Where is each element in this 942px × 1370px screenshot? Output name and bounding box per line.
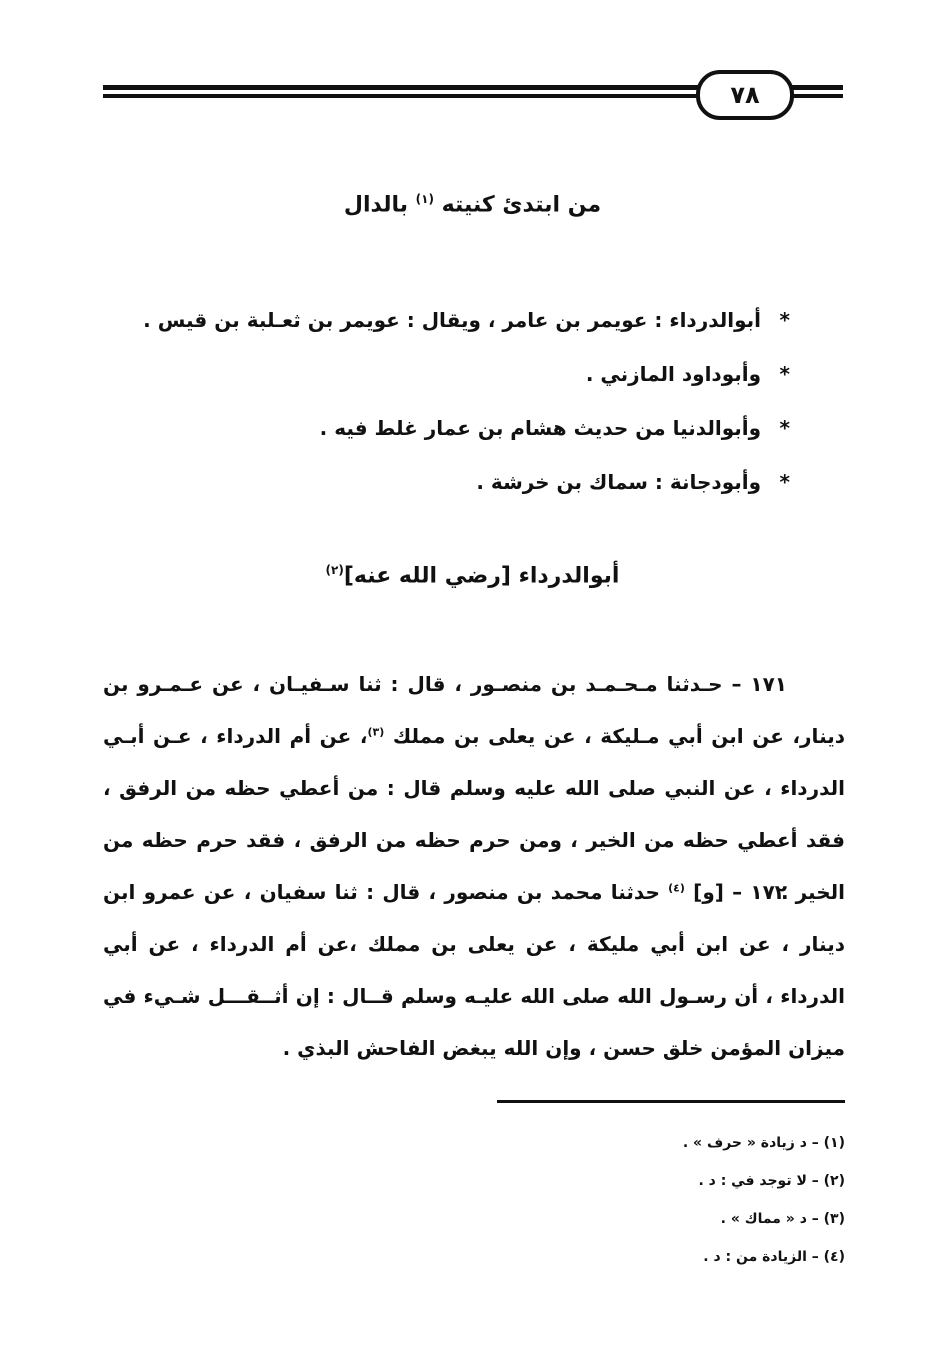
footnote-item [500, 1242, 845, 1280]
list-item-text: وأبودجانة : سماك بن خرشة . [476, 470, 762, 494]
bullet-star-icon: * [779, 470, 790, 494]
footnote-separator [497, 1100, 845, 1103]
footnote-ref-3: (٣) [367, 725, 385, 739]
subheading-text: أبوالدرداء [رضي الله عنه] [343, 563, 620, 589]
footnote-ref-2: (٢) [325, 563, 344, 577]
footnote-number: (٤) [823, 1249, 845, 1265]
section-heading [100, 192, 845, 217]
footnote-text: – لا توجد في : د . [698, 1173, 819, 1189]
hadith-172 [103, 866, 845, 1074]
footnote-text: – الزيادة من : د . [703, 1249, 819, 1265]
section-heading-suffix: بالدال [343, 192, 408, 218]
list-item-text: وأبوداود المازني . [585, 362, 762, 386]
footnote-text: – د « مماك » . [720, 1211, 819, 1227]
list-item-text: وأبوالدنيا من حديث هشام بن عمار غلط فيه . [319, 416, 762, 440]
hadith-172-text-a: ١٧٢ – [و] [693, 880, 788, 904]
footnote-ref-1: (١) [415, 192, 434, 206]
footnote-number: (٢) [823, 1173, 845, 1189]
footnote-item [500, 1166, 845, 1204]
footnote-item [500, 1128, 845, 1166]
footnote-ref-4: (٤) [668, 881, 685, 895]
hadith-172-text-b: حدثنا محمد بن منصور ، قال : ثنا سفيان ، عن عمرو ابن دينار ، عن ابن أبي مليكة ، عن يعلى بن مملك ،عن أم الدرداء ، عن أبي الدرداء ، أن رسـول الله صلى الله عليـه وسلم قــال : إن أثــقـــل شـيء في ميزان المؤمن خلق حسن ، وإن الله يبغض الفاحش البذي . [103, 880, 845, 1060]
footnote-item [500, 1204, 845, 1242]
hadith-171-text-b: ، عن أم الدرداء ، عـن أبـي الدرداء ، عن النبي صلى الله عليه وسلم قال : من أعطي حظه من الرفق ، فقد أعطي حظه من الخير ، ومن حرم حظه من الرفق ، فقد حرم حظه من الخير . [103, 724, 845, 904]
bullet-star-icon: * [779, 416, 790, 440]
list-item [100, 298, 790, 352]
list-item [100, 352, 790, 406]
page-number: ٧٨ [696, 70, 794, 120]
list-item-text: أبوالدرداء : عويمر بن عامر ، ويقال : عويمر بن ثعـلبة بن قيس . [143, 308, 762, 332]
section-heading-text: من ابتدئ كنيته [441, 192, 602, 218]
footnote-number: (٣) [823, 1211, 845, 1227]
bullet-star-icon: * [779, 308, 790, 332]
list-item [100, 460, 790, 514]
list-item [100, 406, 790, 460]
kunya-list [100, 298, 790, 514]
footnotes [500, 1128, 845, 1280]
footnote-text: – د زيادة « حرف » . [682, 1135, 819, 1151]
hadith-171-text-a: ١٧١ – حـدثنا مـحـمـد بن منصـور ، قال : ثنا سـفيـان ، عن عـمـرو بن دينار، عن ابن أبي مـليكة ، عن يعلى بن مملك [103, 672, 846, 748]
bullet-star-icon: * [779, 362, 790, 386]
footnote-number: (١) [823, 1135, 845, 1151]
subheading [100, 563, 845, 588]
